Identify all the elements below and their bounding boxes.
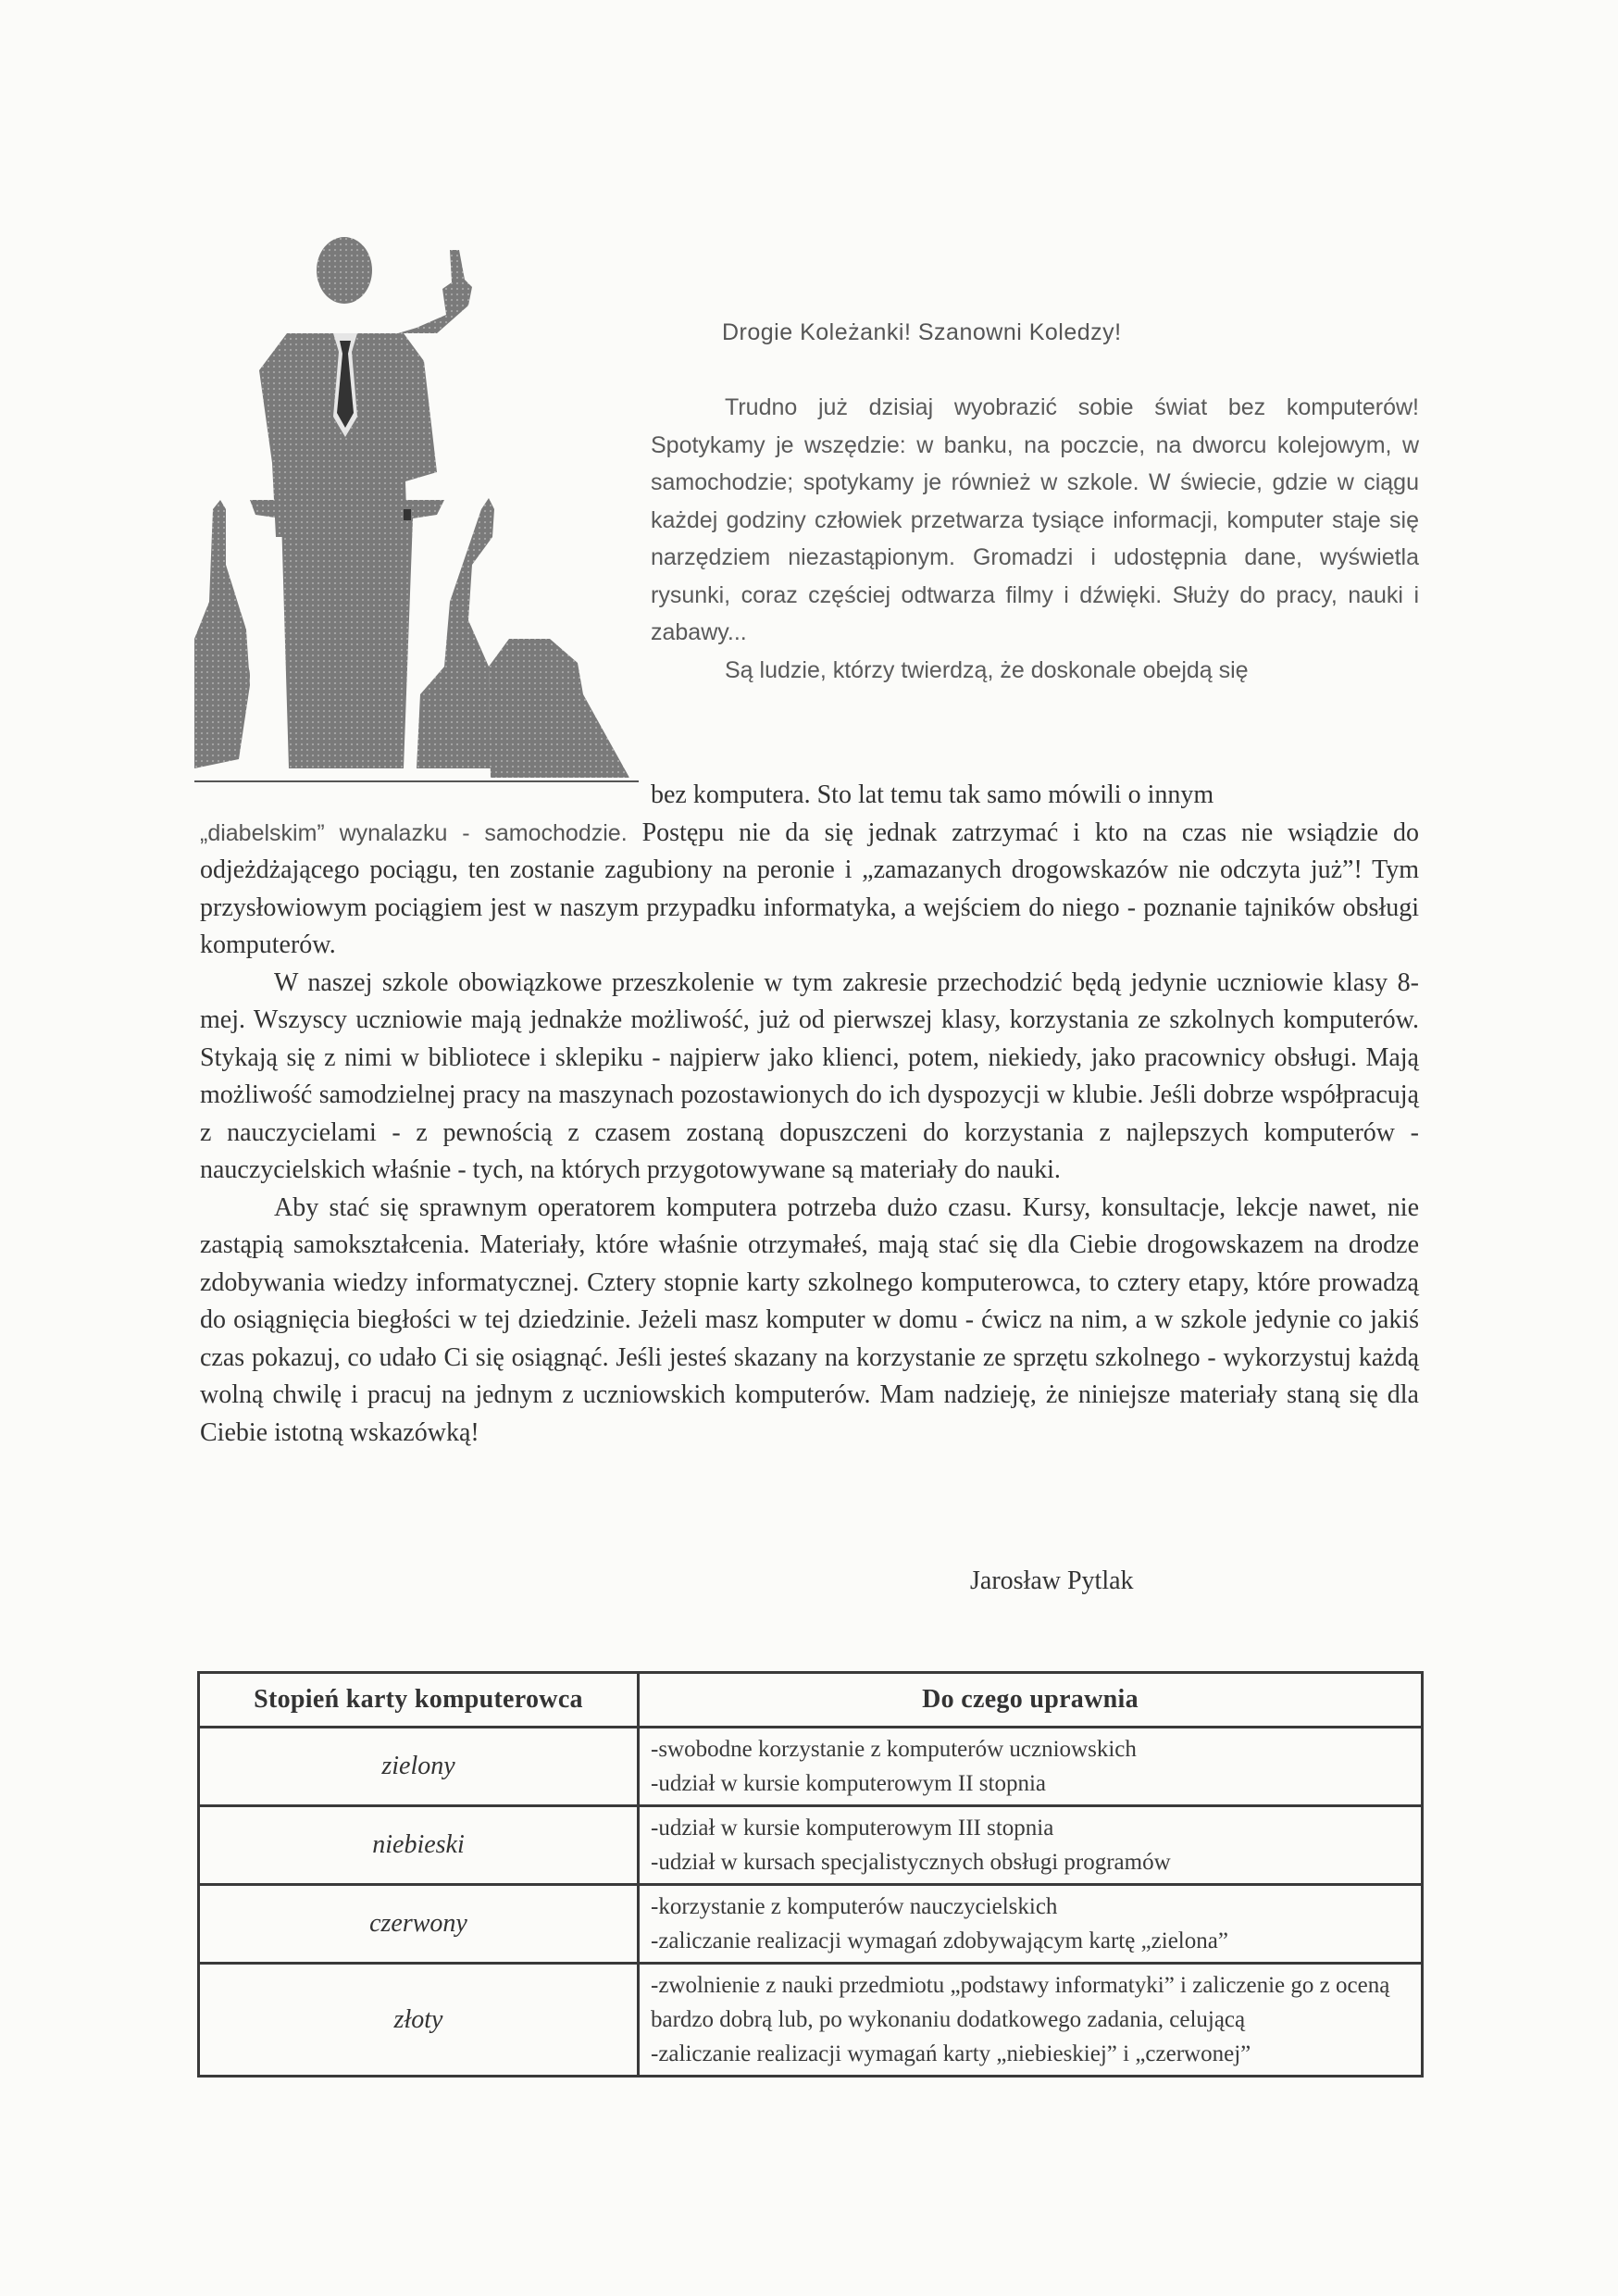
- table-row: [199, 1964, 1423, 2077]
- intro-paragraph: [651, 389, 1419, 689]
- rights-cell: [639, 1885, 1423, 1964]
- header-degree: Stopień karty komputerowca: [199, 1673, 639, 1728]
- table-row: [199, 1806, 1423, 1885]
- card-degrees-table: [197, 1671, 1424, 2078]
- greeting: Drogie Koleżanki! Szanowni Koledzy!: [722, 319, 1122, 345]
- body-serif-fragment: Postępu nie da się jednak zatrzymać i kto na czas nie wsiądzie do odjeżdżającego pociągu, ten zostanie zagubiony na peronie i „zamazanych drogowskazów nie odczyta już”! Tym przysłowiowym pociągiem jest w naszym przypadku informatyka, a wejściem do niego - poznanie tajników obsługi komputerów.: [200, 817, 1420, 959]
- header-rights: Do czego uprawnia: [639, 1673, 1423, 1728]
- degree-cell: niebieski: [199, 1806, 639, 1885]
- degree-cell: zielony: [199, 1728, 639, 1806]
- body-paragraph-3: W naszej szkole obowiązkowe przeszkolenie w tym zakresie przechodzić będą jedynie uczniowie klasy 8-mej. Wszyscy uczniowie mają jednakże możliwość, już od pierwszej klasy, korzystania ze szkolnych komputerów. Stykają się z nimi w bibliotece i sklepiku - najpierw jako klienci, potem, niekiedy, jako pracownicy obsługi. Mają możliwość samodzielnej pracy na maszynach pozostawionych do ich dyspozycji w klubie. Jeśli dobrze współpracują z nauczycielami - z pewnością z czasem zostaną dopuszczeni do korzystania z najlepszych komputerów - nauczycielskich właśnie - tych, na których przygotowywane są materiały do nauki.: [200, 967, 1419, 1184]
- degree-cell: złoty: [199, 1964, 639, 2077]
- table-row: [199, 1728, 1423, 1806]
- body-sans-fragment: „diabelskim” wynalazku - samochodzie.: [200, 819, 628, 846]
- speaker-at-podium-icon: [194, 231, 639, 787]
- letter-body: [200, 777, 1419, 1452]
- body-paragraph-2: [200, 815, 1419, 965]
- rights-line: -korzystanie z komputerów nauczycielskich: [651, 1894, 1058, 1919]
- intro-text: Trudno już dzisiaj wyobrazić sobie świat bez komputerów! Spotykamy je wszędzie: w banku, na poczcie, na dworcu kolejowym, w samochodzie; spotykamy je również w szkole. W świecie, gdzie w ciągu każdej godziny człowiek przetwarza tysiące informacji, komputer staje się narzędziem niezastąpionym. Gromadzi i udostępnia dane, wyświetla rysunki, coraz częściej odtwarza filmy i dźwięki. Służy do pracy, nauki i zabawy...: [651, 394, 1419, 645]
- rights-line: -swobodne korzystanie z komputerów uczniowskich: [651, 1737, 1137, 1762]
- rights-cell: [639, 1728, 1423, 1806]
- rights-line: -udział w kursie komputerowym II stopnia: [651, 1771, 1046, 1796]
- rights-line: -zaliczanie realizacji wymagań karty „niebieskiej” i „czerwonej”: [651, 2041, 1251, 2066]
- rights-line: -udział w kursie komputerowym III stopnia: [651, 1816, 1054, 1841]
- degree-cell: czerwony: [199, 1885, 639, 1964]
- body-continuation: bez komputera. Sto lat temu tak samo mówili o innym: [651, 780, 1214, 809]
- rights-cell: [639, 1964, 1423, 2077]
- table-row: [199, 1885, 1423, 1964]
- intro-second-line: Są ludzie, którzy twierdzą, że doskonale obejdą się: [725, 656, 1249, 683]
- degrees-table: [197, 1671, 1424, 2078]
- rights-cell: [639, 1806, 1423, 1885]
- body-paragraph-4: Aby stać się sprawnym operatorem komputera potrzeba dużo czasu. Kursy, konsultacje, lekcje nawet, nie zastąpią samokształcenia. Materiały, które właśnie otrzymałeś, mają stać się dla Ciebie drogowskazem na drodze zdobywania wiedzy informatycznej. Cztery stopnie karty szkolnego komputerowca, to cztery etapy, które prowadzą do osiągnięcia biegłości w tej dziedzinie. Jeżeli masz komputer w domu - ćwicz na nim, a w szkole jedynie co jakiś czas pokazuj, co udało Ci się osiągnąć. Jeśli jesteś skazany na korzystanie ze sprzętu szkolnego - wykorzystuj każdą wolną chwilę i pracuj na jednym z uczniowskich komputerów. Mam nadzieję, że niniejsze materiały staną się dla Ciebie istotną wskazówką!: [200, 1192, 1419, 1447]
- signature: Jarosław Pytlak: [970, 1566, 1134, 1595]
- rights-line: -zaliczanie realizacji wymagań zdobywającym kartę „zielona”: [651, 1928, 1228, 1953]
- rights-line: -zwolnienie z nauki przedmiotu „podstawy informatyki” i zaliczenie go z oceną bardzo dobrą lub, po wykonaniu dodatkowego zadania, celującą: [651, 1973, 1390, 2032]
- rights-line: -udział w kursach specjalistycznych obsługi programów: [651, 1850, 1171, 1875]
- table-header-row: [199, 1673, 1423, 1728]
- speaker-illustration: [194, 231, 639, 787]
